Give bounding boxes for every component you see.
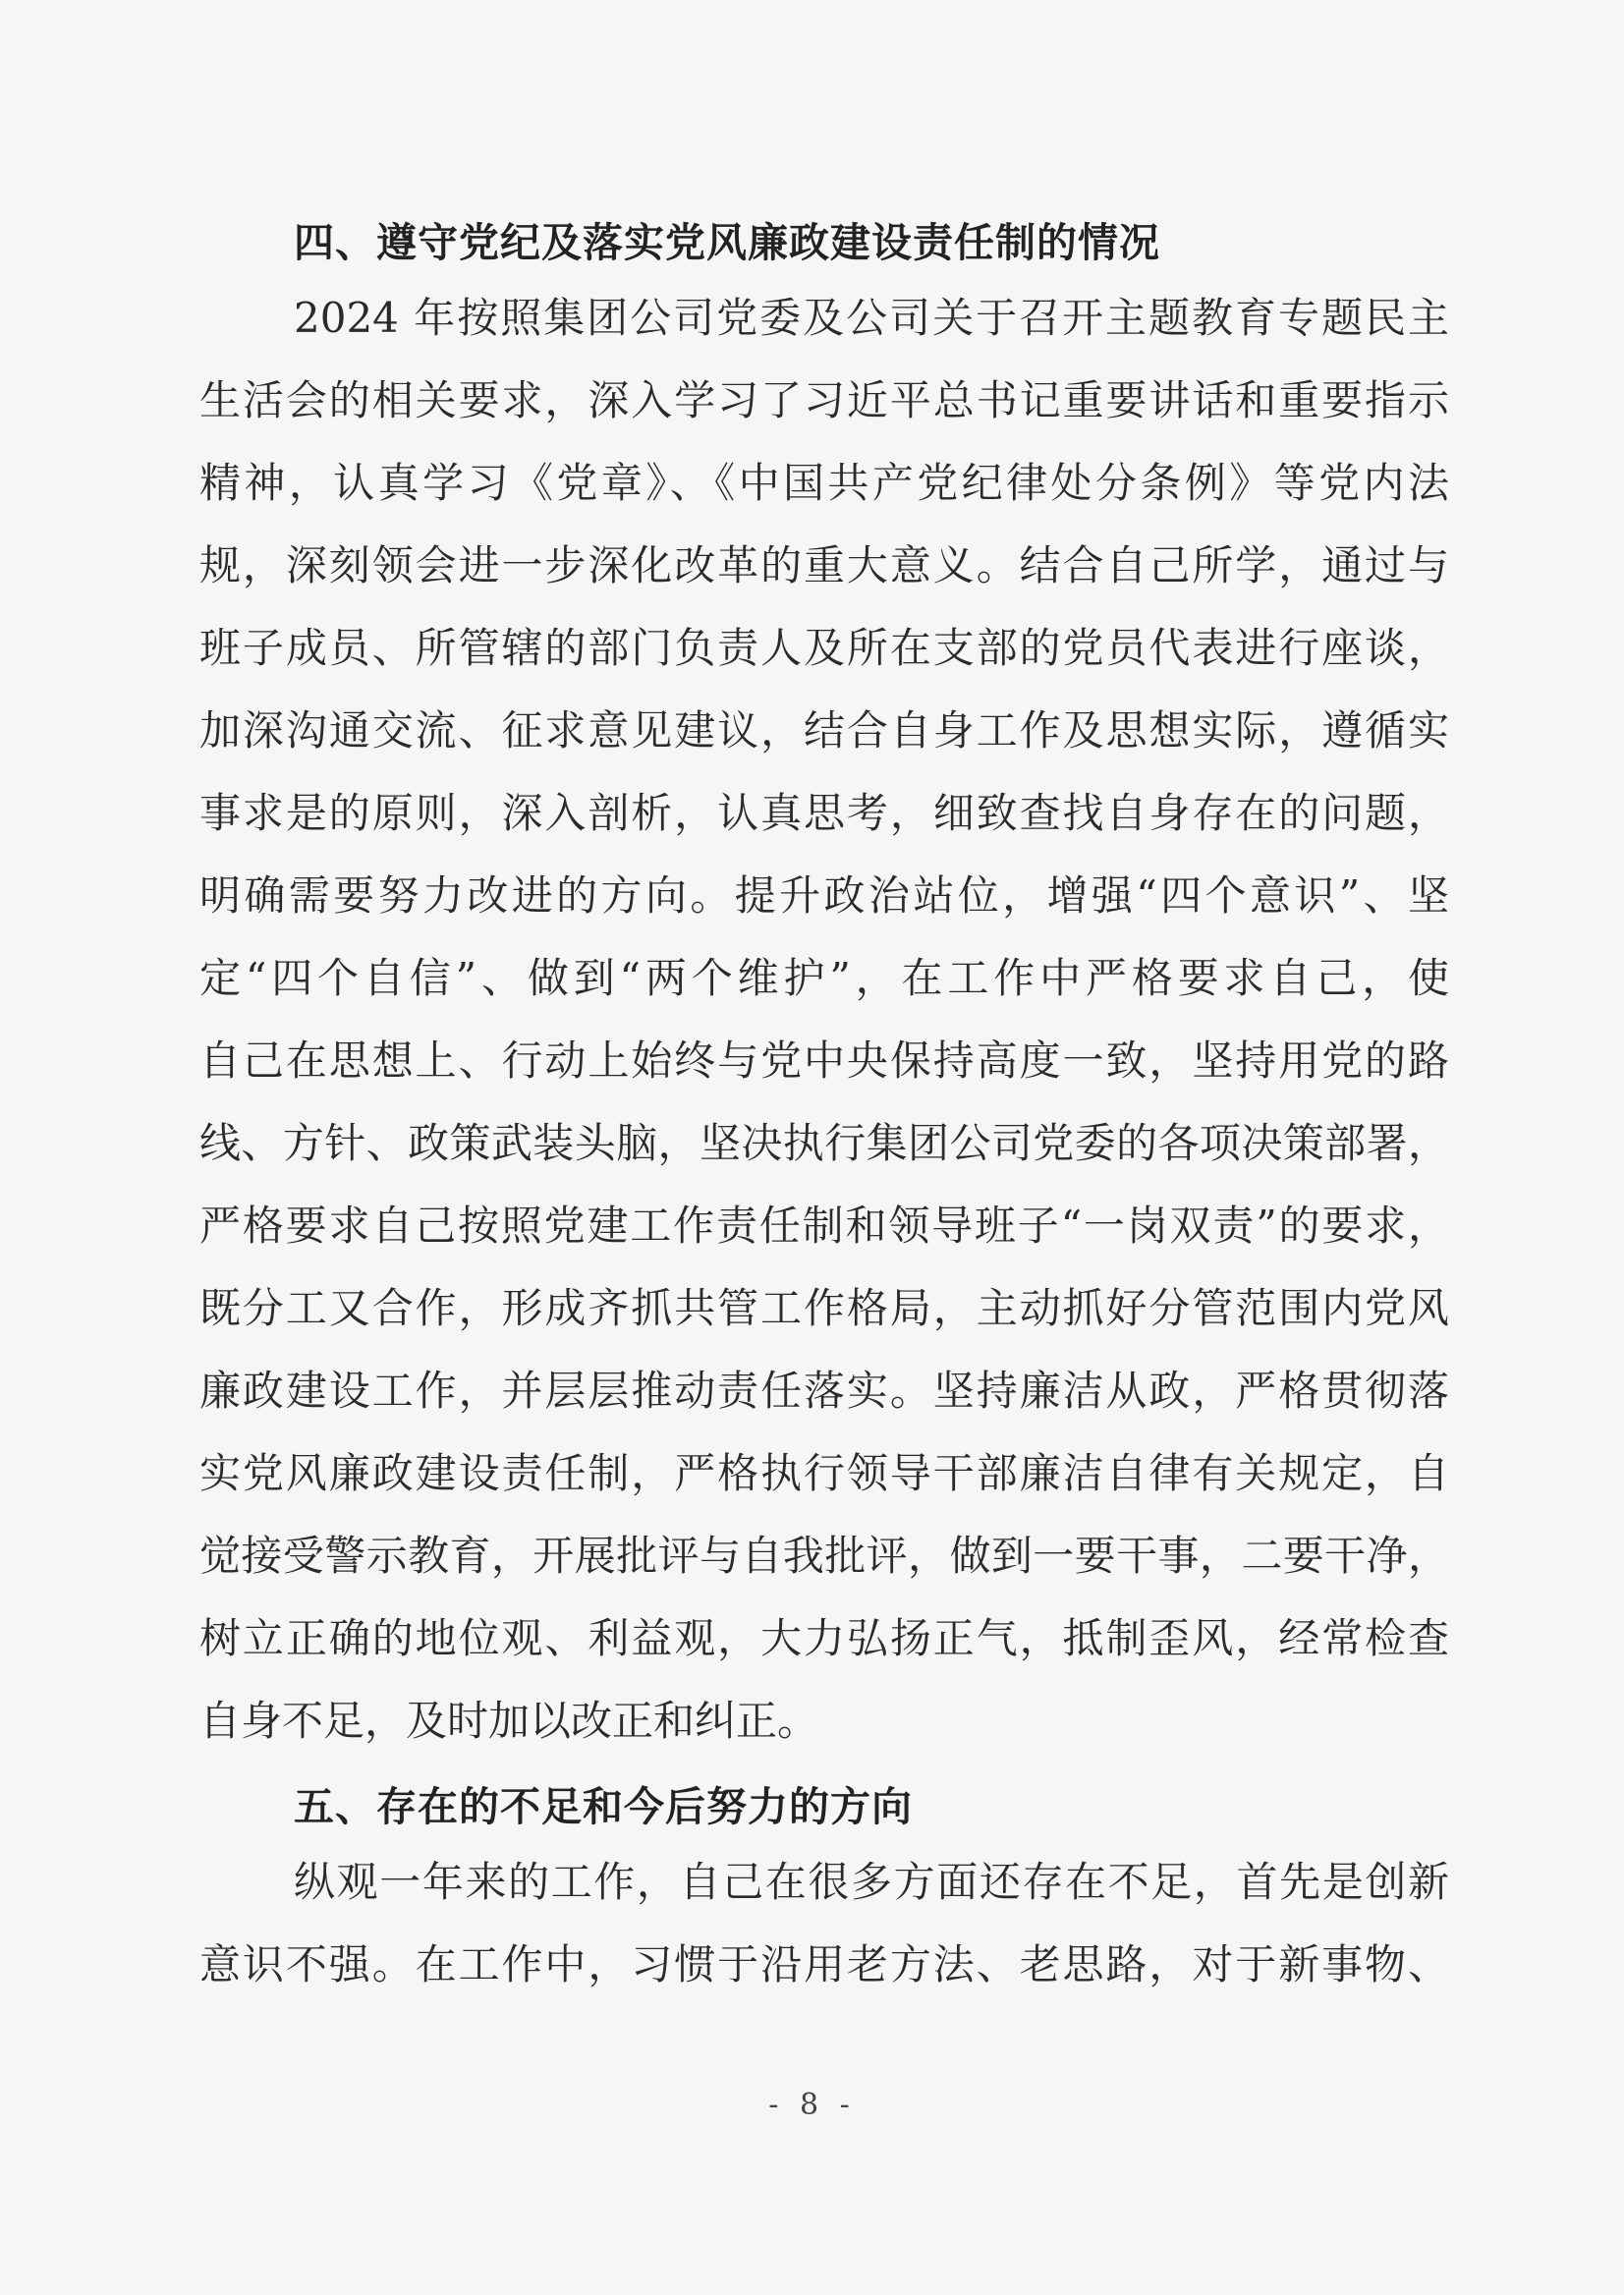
paragraph-line: 加深沟通交流、征求意见建议，结合自身工作及思想实际，遵循实 [199,706,1449,755]
paragraph-line: 线、方针、政策武装头脑，坚决执行集团公司党委的各项决策部署， [199,1119,1449,1167]
section-heading-4: 四、遵守党纪及落实党风廉政建设责任制的情况 [294,219,1160,266]
paragraph-line: 严格要求自己按照党建工作责任制和领导班子“一岗双责”的要求， [199,1202,1449,1250]
paragraph-line: 明确需要努力改进的方向。提升政治站位，增强“四个意识”、坚 [199,871,1449,920]
paragraph-line: 自身不足，及时加以改正和纠正。 [199,1697,819,1745]
page-number: - 8 - [768,2088,856,2122]
paragraph-line: 2024 年按照集团公司党委及公司关于召开主题教育专题民主 [294,294,1449,342]
section-heading-5: 五、存在的不足和今后努力的方向 [294,1783,913,1830]
paragraph-line: 规，深刻领会进一步深化改革的重大意义。结合自己所学，通过与 [199,541,1449,589]
paragraph-line: 生活会的相关要求，深入学习了习近平总书记重要讲话和重要指示 [199,376,1449,424]
paragraph-line: 实党风廉政建设责任制，严格执行领导干部廉洁自律有关规定，自 [199,1449,1449,1497]
paragraph-line: 班子成员、所管辖的部门负责人及所在支部的党员代表进行座谈， [199,624,1449,672]
section-5-paragraph [199,1841,1449,2006]
paragraph-line: 既分工又合作，形成齐抓共管工作格局，主动抓好分管范围内党风 [199,1284,1449,1332]
paragraph-line: 意识不强。在工作中，习惯于沿用老方法、老思路，对于新事物、 [199,1940,1449,1988]
paragraph-line: 廉政建设工作，并层层推动责任落实。坚持廉洁从政，严格贯彻落 [199,1367,1449,1415]
page-content [199,208,1449,2006]
section-spacer [199,1763,1449,1772]
paragraph-line: 精神，认真学习《党章》、《中国共产党纪律处分条例》等党内法 [199,459,1449,507]
paragraph-line: 纵观一年来的工作，自己在很多方面还存在不足，首先是创新 [294,1858,1449,1906]
paragraph-line: 定“四个自信”、做到“两个维护”，在工作中严格要求自己，使 [199,954,1449,1002]
section-4-paragraph [199,277,1449,1763]
paragraph-line: 树立正确的地位观、利益观，大力弘扬正气，抵制歪风，经常检查 [199,1614,1449,1662]
paragraph-line: 自己在思想上、行动上始终与党中央保持高度一致，坚持用党的路 [199,1036,1449,1085]
paragraph-line: 事求是的原则，深入剖析，认真思考，细致查找自身存在的问题， [199,789,1449,837]
paragraph-line: 觉接受警示教育，开展批评与自我批评，做到一要干事，二要干净， [199,1532,1449,1580]
